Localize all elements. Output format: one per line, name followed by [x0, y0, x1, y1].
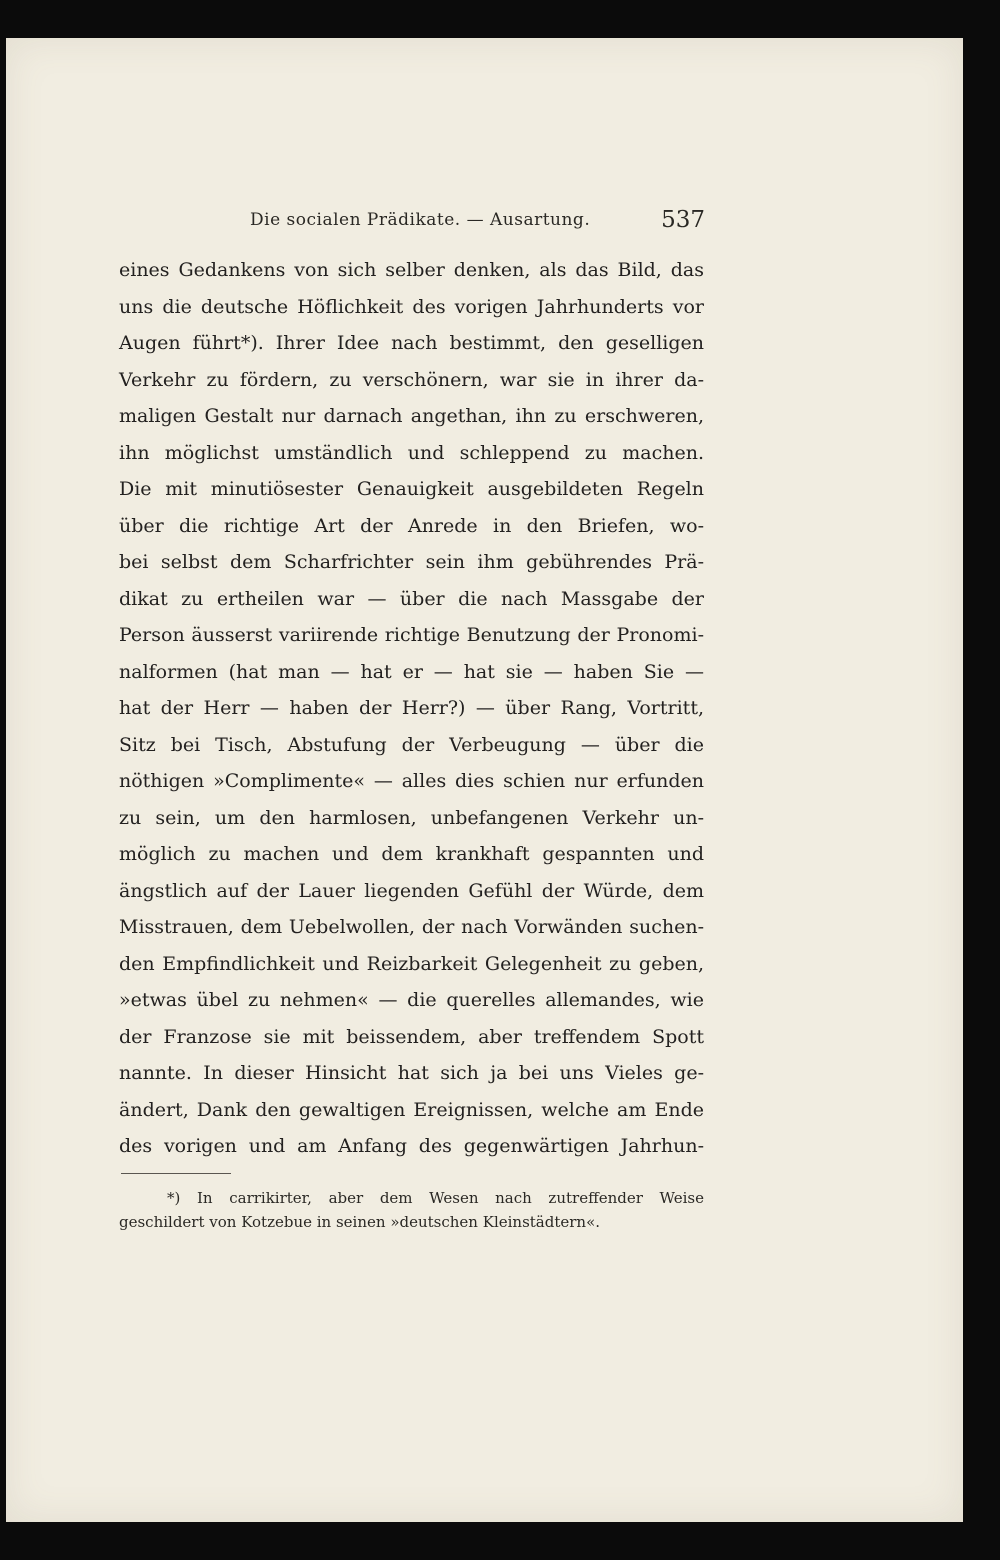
- text-line: »etwas übel zu nehmen« — die querelles allemandes, wie: [119, 989, 704, 1011]
- running-head: [250, 207, 705, 237]
- text-line: den Empfindlichkeit und Reizbarkeit Gelegenheit zu geben,: [119, 952, 704, 975]
- text-line: ihn möglichst umständlich und schleppend zu machen.: [119, 441, 704, 464]
- text-line: der Franzose sie mit beissendem, aber treffendem Spott: [119, 1025, 704, 1048]
- running-title: Die socialen Prädikate. — Ausartung.: [250, 210, 591, 230]
- text-line: zu sein, um den harmlosen, unbefangenen Verkehr un-: [119, 806, 704, 829]
- text-line: eines Gedankens von sich selber denken, als das Bild, das: [119, 259, 704, 281]
- footnote-divider: [121, 1173, 231, 1174]
- footnote-line: geschildert von Kotzebue in seinen »deutschen Kleinstädtern«.: [119, 1213, 601, 1231]
- text-line: nöthigen »Complimente« — alles dies schien nur erfunden: [119, 770, 704, 792]
- text-line: dikat zu ertheilen war — über die nach Massgabe der: [119, 587, 704, 610]
- footnotes: [119, 1186, 704, 1234]
- text-line: des vorigen und am Anfang des gegenwärtigen Jahrhun-: [119, 1135, 704, 1157]
- text-line: hat der Herr — haben der Herr?) — über Rang, Vortritt,: [119, 697, 704, 719]
- text-line: ängstlich auf der Lauer liegenden Gefühl der Würde, dem: [119, 879, 704, 902]
- page-number: 537: [661, 207, 705, 233]
- text-line: Sitz bei Tisch, Abstufung der Verbeugung — über die: [119, 733, 704, 756]
- text-line: Person äusserst variirende richtige Benutzung der Pronomi-: [119, 624, 704, 646]
- text-line: uns die deutsche Höflichkeit des vorigen Jahrhunderts vor: [119, 295, 704, 318]
- text-line: ändert, Dank den gewaltigen Ereignissen, welche am Ende: [119, 1098, 704, 1121]
- text-line: nannte. In dieser Hinsicht hat sich ja bei uns Vieles ge-: [119, 1062, 704, 1084]
- text-line: Die mit minutiösester Genauigkeit ausgebildeten Regeln: [119, 478, 704, 500]
- text-line: bei selbst dem Scharfrichter sein ihm gebührendes Prä-: [119, 551, 704, 573]
- footnote-line: *) In carrikirter, aber dem Wesen nach zutreffender Weise: [167, 1189, 704, 1207]
- text-line: möglich zu machen und dem krankhaft gespannten und: [119, 843, 704, 865]
- text-line: Augen führt*). Ihrer Idee nach bestimmt, den geselligen: [119, 332, 704, 354]
- text-line: Misstrauen, dem Uebelwollen, der nach Vorwänden suchen-: [119, 916, 704, 938]
- text-line: nalformen (hat man — hat er — hat sie — haben Sie —: [119, 660, 704, 683]
- text-line: maligen Gestalt nur darnach angethan, ihn zu erschweren,: [119, 405, 704, 427]
- body-text: [119, 252, 704, 1165]
- text-line: über die richtige Art der Anrede in den Briefen, wo-: [119, 514, 704, 537]
- text-line: Verkehr zu fördern, zu verschönern, war sie in ihrer da-: [119, 368, 704, 391]
